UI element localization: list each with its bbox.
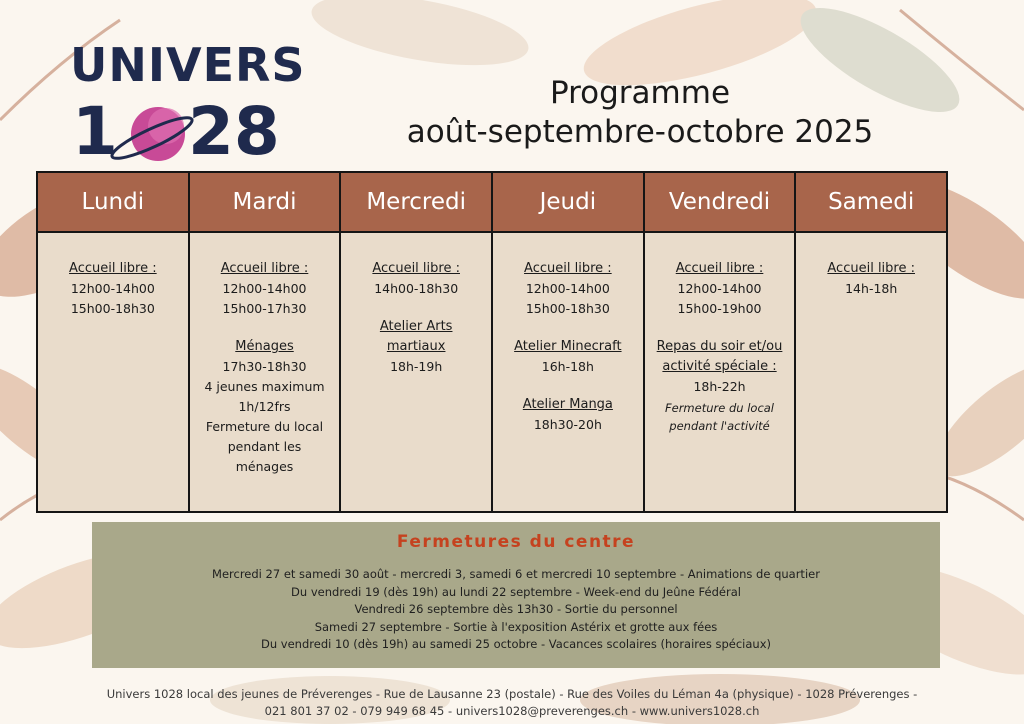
activity-line: 18h-22h [693,379,746,394]
planet-icon [108,96,200,168]
activity-label: Ménages [235,339,294,354]
activity-line: 15h00-19h00 [677,301,762,316]
closures-panel [92,522,940,668]
closures-list [92,566,940,654]
day-body [796,233,946,511]
page-title [360,74,920,152]
day-body [493,233,643,511]
activity-line: 14h-18h [845,281,898,296]
day-body [645,233,795,511]
activity [198,259,332,319]
day-body [190,233,340,511]
activity [653,337,787,435]
day-column-samedi [796,173,946,511]
activity-line: 15h00-18h30 [70,301,155,316]
activity-line: ménages [235,459,294,474]
day-header: Vendredi [645,173,795,233]
activity-line: 16h-18h [541,359,594,374]
activity-note: Fermeture du local pendant l'activité [665,401,775,433]
day-body [38,233,188,511]
closure-item: Samedi 27 septembre - Sortie à l'exposition Astérix et grotte aux fées [314,619,718,634]
activity-label: Accueil libre : [524,261,612,276]
title-line-1: Programme [549,75,731,111]
footer [70,686,954,720]
closure-item: Vendredi 26 septembre dès 13h30 - Sortie du personnel [354,602,678,616]
closure-item: Du vendredi 19 (dès 19h) au lundi 22 septembre - Week-end du Jeûne Fédéral [291,584,741,599]
title-line-2: août-septembre-octobre 2025 [406,114,874,150]
activity-label: Accueil libre : [675,261,764,276]
activity-line: 4 jeunes maximum [204,379,325,394]
activity [501,337,635,377]
closure-item: Mercredi 27 et samedi 30 août - mercredi 3, samedi 6 et mercredi 10 septembre - Animations de quartier [212,567,820,581]
activity-label: Accueil libre : [372,261,460,276]
activity-label: Atelier Manga [522,397,613,412]
activity-line: pendant les [227,439,302,454]
activity-line: 1h/12frs [238,399,291,414]
activity-line: 12h00-14h00 [222,281,307,296]
closure-item: Du vendredi 10 (dès 19h) au samedi 25 octobre - Vacances scolaires (horaires spéciaux) [261,637,771,651]
day-column-mercredi [341,173,493,511]
footer-contact: 021 801 37 02 - 079 949 68 45 - univers1028@preverenges.ch - www.univers1028.ch [264,704,760,718]
activity-line: 12h00-14h00 [525,281,610,296]
activity [653,259,787,319]
activity-label: Accueil libre : [220,261,309,276]
activity-line: 15h00-18h30 [525,301,610,316]
activity-line: 17h30-18h30 [222,359,307,374]
activity-line: 15h00-17h30 [222,301,307,316]
activity [501,395,635,435]
activity-label: Atelier Minecraft [514,339,622,354]
univers-1028-logo [70,38,306,170]
weekly-schedule [36,171,948,513]
activity [349,259,483,299]
activity [349,317,483,377]
day-column-jeudi [493,173,645,511]
day-header: Mercredi [341,173,491,233]
day-header: Mardi [190,173,340,233]
activity-line: 12h00-14h00 [677,281,762,296]
activity-label: Repas du soir et/ou activité spéciale : [656,339,783,374]
footer-address: Univers 1028 local des jeunes de Préverenges - Rue de Lausanne 23 (postale) - Rue des Voiles du Léman 4a (physique) - 1028 Préverenges - [106,687,918,701]
activity-line: 14h00-18h30 [374,281,459,296]
logo-number-right: 28 [188,93,280,170]
day-header: Lundi [38,173,188,233]
day-column-lundi [38,173,190,511]
logo-number-left: 1 [72,93,118,170]
activity-line: 18h30-20h [533,417,602,432]
closures-title: Fermetures du centre [396,532,636,552]
activity-line: Fermeture du local [205,419,324,434]
activity-label: Atelier Arts martiaux [379,319,453,354]
day-column-vendredi [645,173,797,511]
activity-line: 12h00-14h00 [70,281,155,296]
activity [804,259,938,299]
activity-label: Accueil libre : [69,261,157,276]
day-header: Samedi [796,173,946,233]
activity-label: Accueil libre : [827,261,915,276]
activity [46,259,180,319]
logo-word: UNIVERS [70,38,306,92]
activity [501,259,635,319]
activity-line: 18h-19h [390,359,443,374]
day-body [341,233,491,511]
activity [198,337,332,477]
day-header: Jeudi [493,173,643,233]
day-column-mardi [190,173,342,511]
